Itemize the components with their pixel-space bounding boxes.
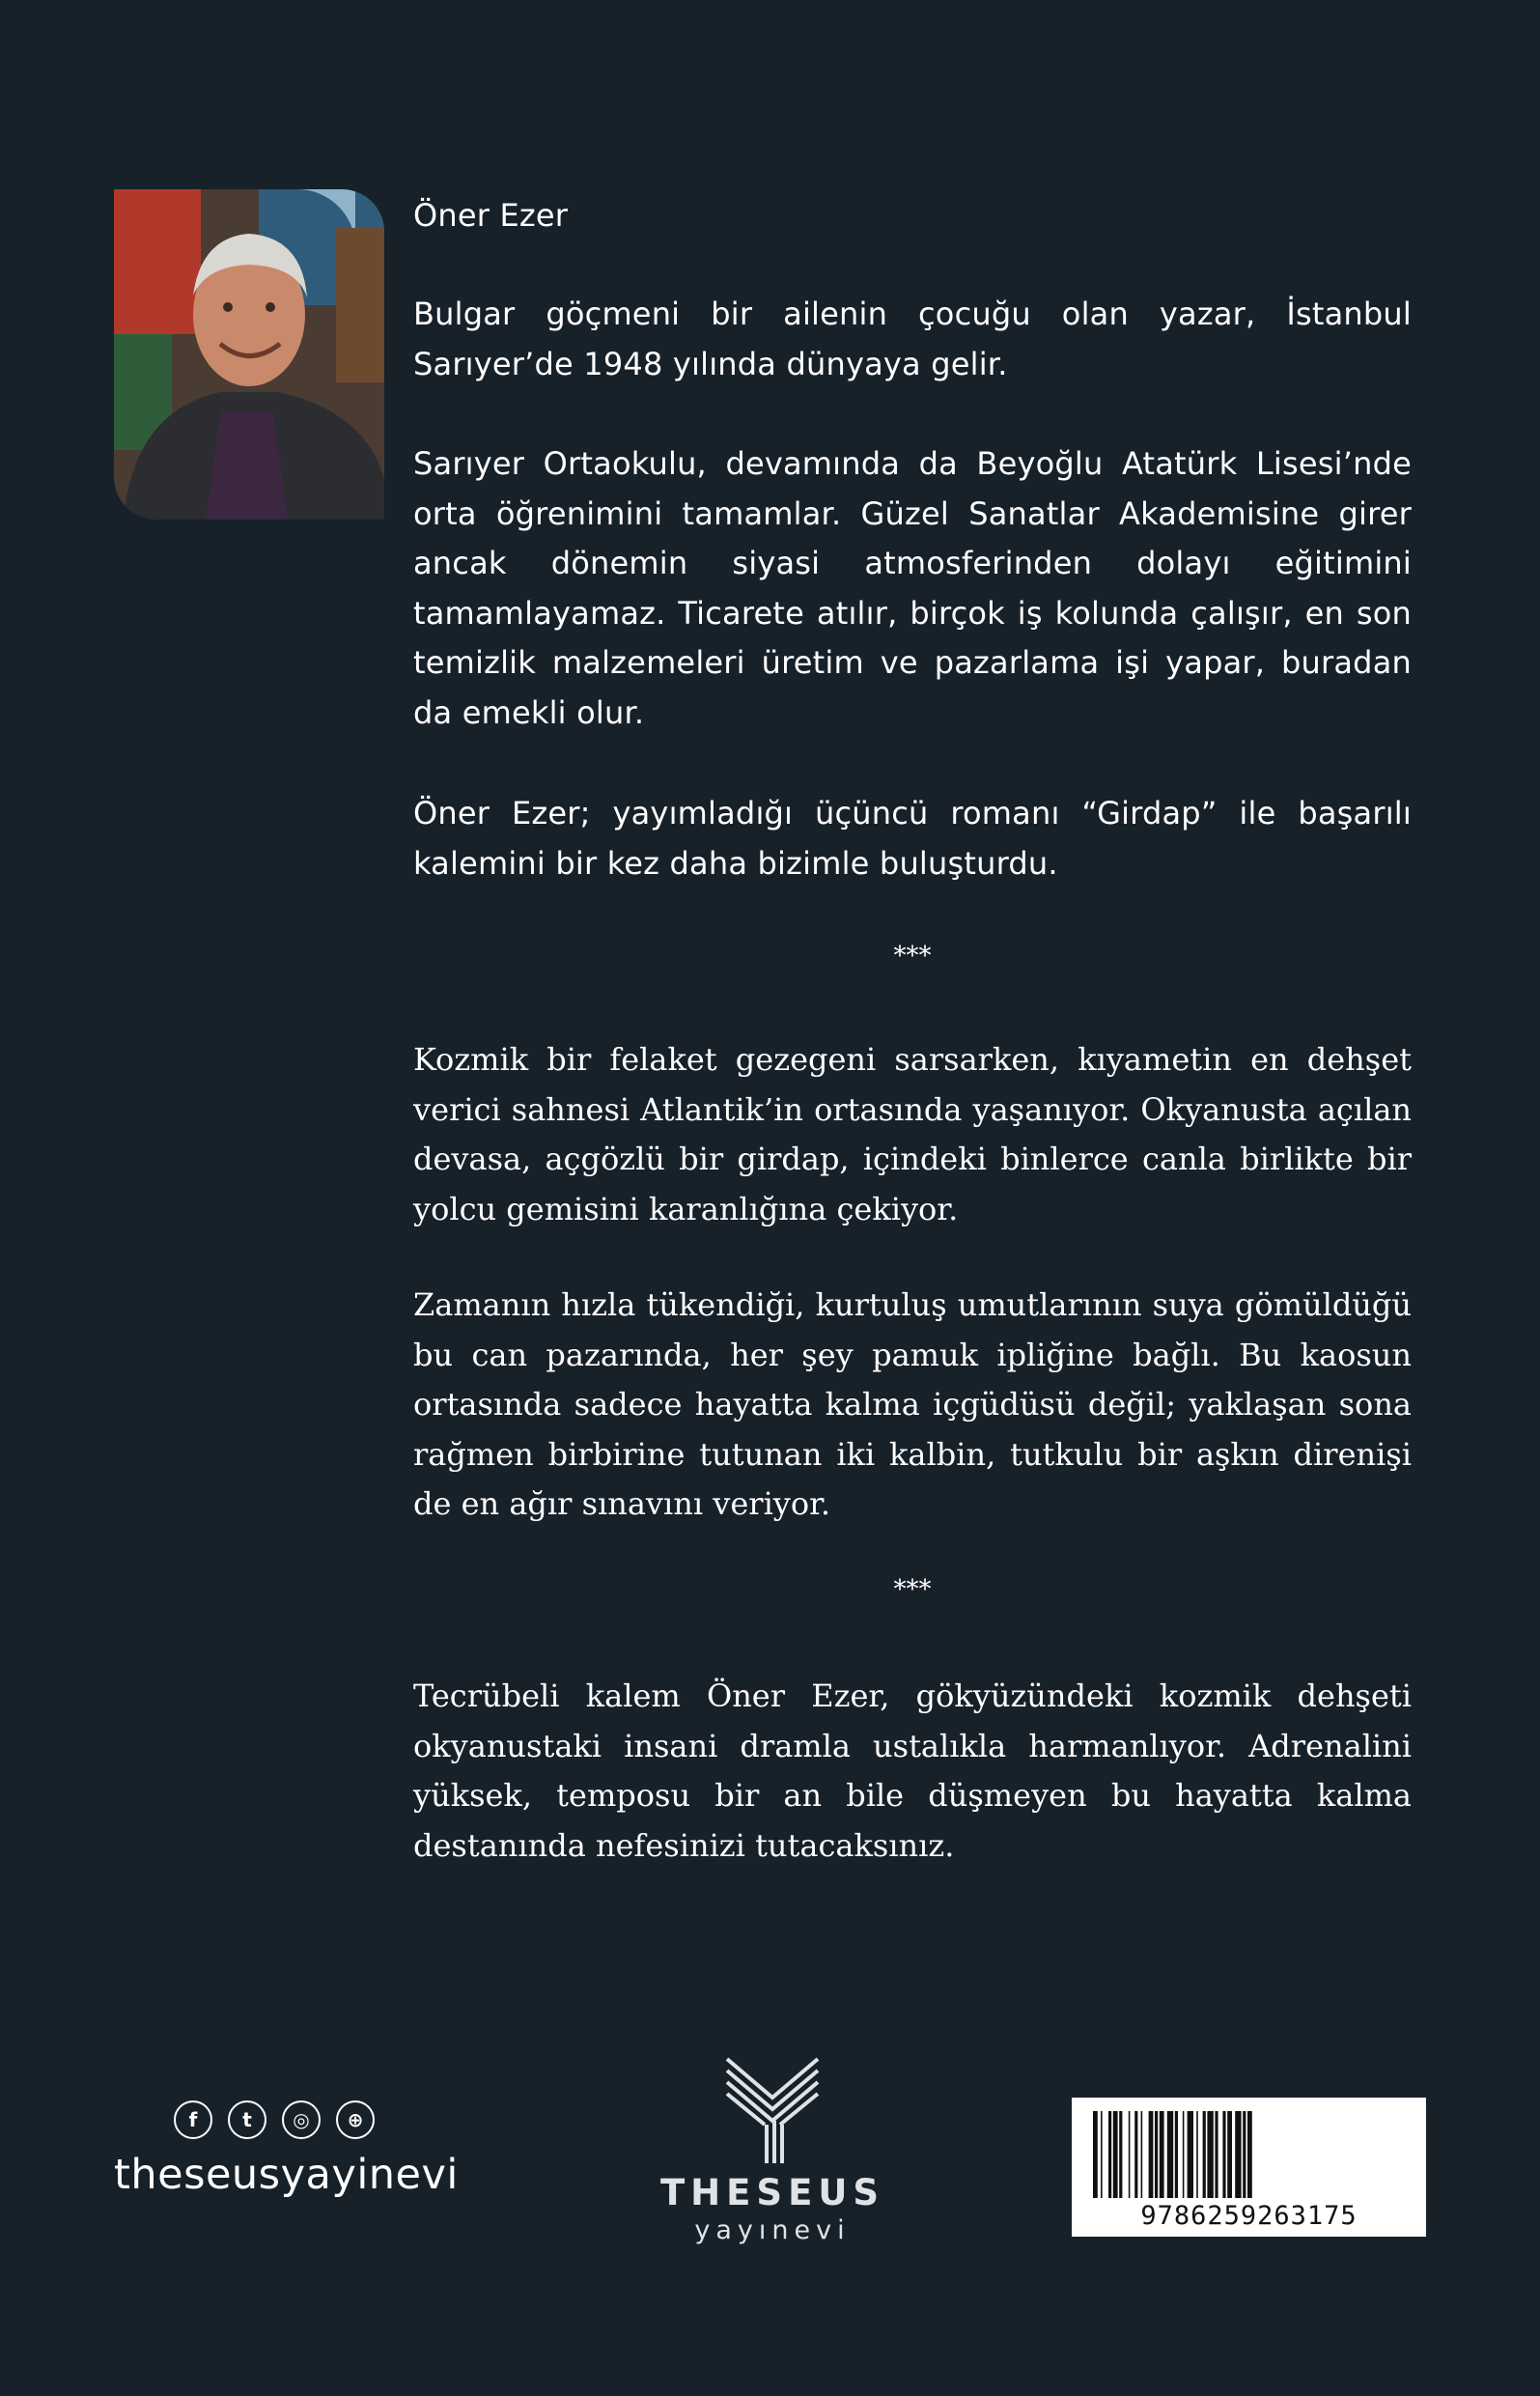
barcode-bar <box>1207 2111 1213 2198</box>
barcode-bar <box>1167 2111 1173 2198</box>
publisher-logo <box>657 2055 888 2245</box>
barcode-bar <box>1160 2111 1164 2198</box>
barcode-bar <box>1129 2111 1131 2198</box>
barcode-bar <box>1108 2111 1111 2198</box>
social-block <box>114 2100 459 2199</box>
twitter-icon[interactable]: t <box>228 2100 266 2139</box>
barcode-bar <box>1134 2111 1137 2198</box>
barcode-bar <box>1188 2111 1193 2198</box>
barcode-bar <box>1196 2111 1198 2198</box>
social-handle[interactable]: theseusyayinevi <box>114 2151 459 2199</box>
barcode-bar <box>1175 2111 1178 2198</box>
barcode-bar <box>1243 2111 1246 2198</box>
barcode-bar <box>1183 2111 1185 2198</box>
barcode-bar <box>1215 2111 1218 2198</box>
author-bio-paragraph: Öner Ezer; yayımladığı üçüncü romanı “Girdap” ile başarılı kalemini bir kez daha bizimle buluşturdu. <box>413 795 1412 882</box>
barcode-bar <box>1093 2111 1098 2198</box>
isbn-number: 9786259263175 <box>1140 2201 1358 2231</box>
isbn-barcode <box>1072 2098 1426 2237</box>
social-icons <box>174 2100 442 2139</box>
barcode-bar <box>1101 2111 1103 2198</box>
synopsis-paragraph: Tecrübeli kalem Öner Ezer, gökyüzündeki kozmik dehşeti okyanustaki insani dramla ustalıkla harmanlıyor. Adrenalini yüksek, temposu bir an bile düşmeyen bu hayatta kalma destanında nefesinizi tutacaksınız. <box>413 1677 1412 1864</box>
web-icon[interactable]: ⊕ <box>336 2100 375 2139</box>
barcode-bar <box>1155 2111 1158 2198</box>
author-bio-paragraph: Bulgar göçmeni bir ailenin çocuğu olan yazar, İstanbul Sarıyer’de 1948 yılında dünyaya gelir. <box>413 296 1412 382</box>
author-name: Öner Ezer <box>413 197 569 234</box>
barcode-bar <box>1235 2111 1241 2198</box>
synopsis-paragraph: Kozmik bir felaket gezegeni sarsarken, kıyametin en dehşet verici sahnesi Atlantik’in ortasında yaşanıyor. Okyanusta açılan devasa, açgözlü bir girdap, içindeki binlerce canla birlikte bir yolcu gemisini karanlığına çekiyor. <box>413 1041 1412 1227</box>
publisher-name: THESEUS <box>659 2172 885 2213</box>
barcode-bar <box>1247 2111 1252 2198</box>
section-separator: *** <box>893 942 932 971</box>
publisher-subtitle: yayınevi <box>694 2215 851 2245</box>
author-bio-paragraph: Sarıyer Ortaokulu, devamında da Beyoğlu Atatürk Lisesi’nde orta öğrenimini tamamlar. Güzel Sanatlar Akademisine girer ancak dönemin siyasi atmosferinden dolayı eğitimini tamamlayamaz. Ticarete atılır, birçok iş kolunda çalışır, en son temizlik malzemeleri üretim ve pazarlama işi yapar, buradan da emekli olur. <box>413 445 1412 731</box>
barcode-bar <box>1113 2111 1118 2198</box>
instagram-icon[interactable]: ◎ <box>282 2100 321 2139</box>
barcode-bar <box>1222 2111 1225 2198</box>
barcode-bar <box>1141 2111 1143 2198</box>
author-photo <box>114 189 384 520</box>
synopsis-paragraph: Zamanın hızla tükendiği, kurtuluş umutlarının suya gömüldüğü bu can pazarında, her şey pamuk ipliğine bağlı. Bu kaosun ortasında sadece hayatta kalma içgüdüsü değil; yaklaşan sona rağmen birbirine tutunan iki kalbin, tutkulu bir aşkın direnişi de en ağır sınavını veriyor. <box>413 1286 1412 1522</box>
barcode-bar <box>1119 2111 1122 2198</box>
facebook-icon[interactable]: f <box>174 2100 212 2139</box>
section-separator: *** <box>893 1575 932 1604</box>
barcode-bar <box>1149 2111 1154 2198</box>
barcode-bar <box>1227 2111 1232 2198</box>
barcode-bar <box>1203 2111 1206 2198</box>
theseus-mark-icon <box>719 2055 826 2166</box>
